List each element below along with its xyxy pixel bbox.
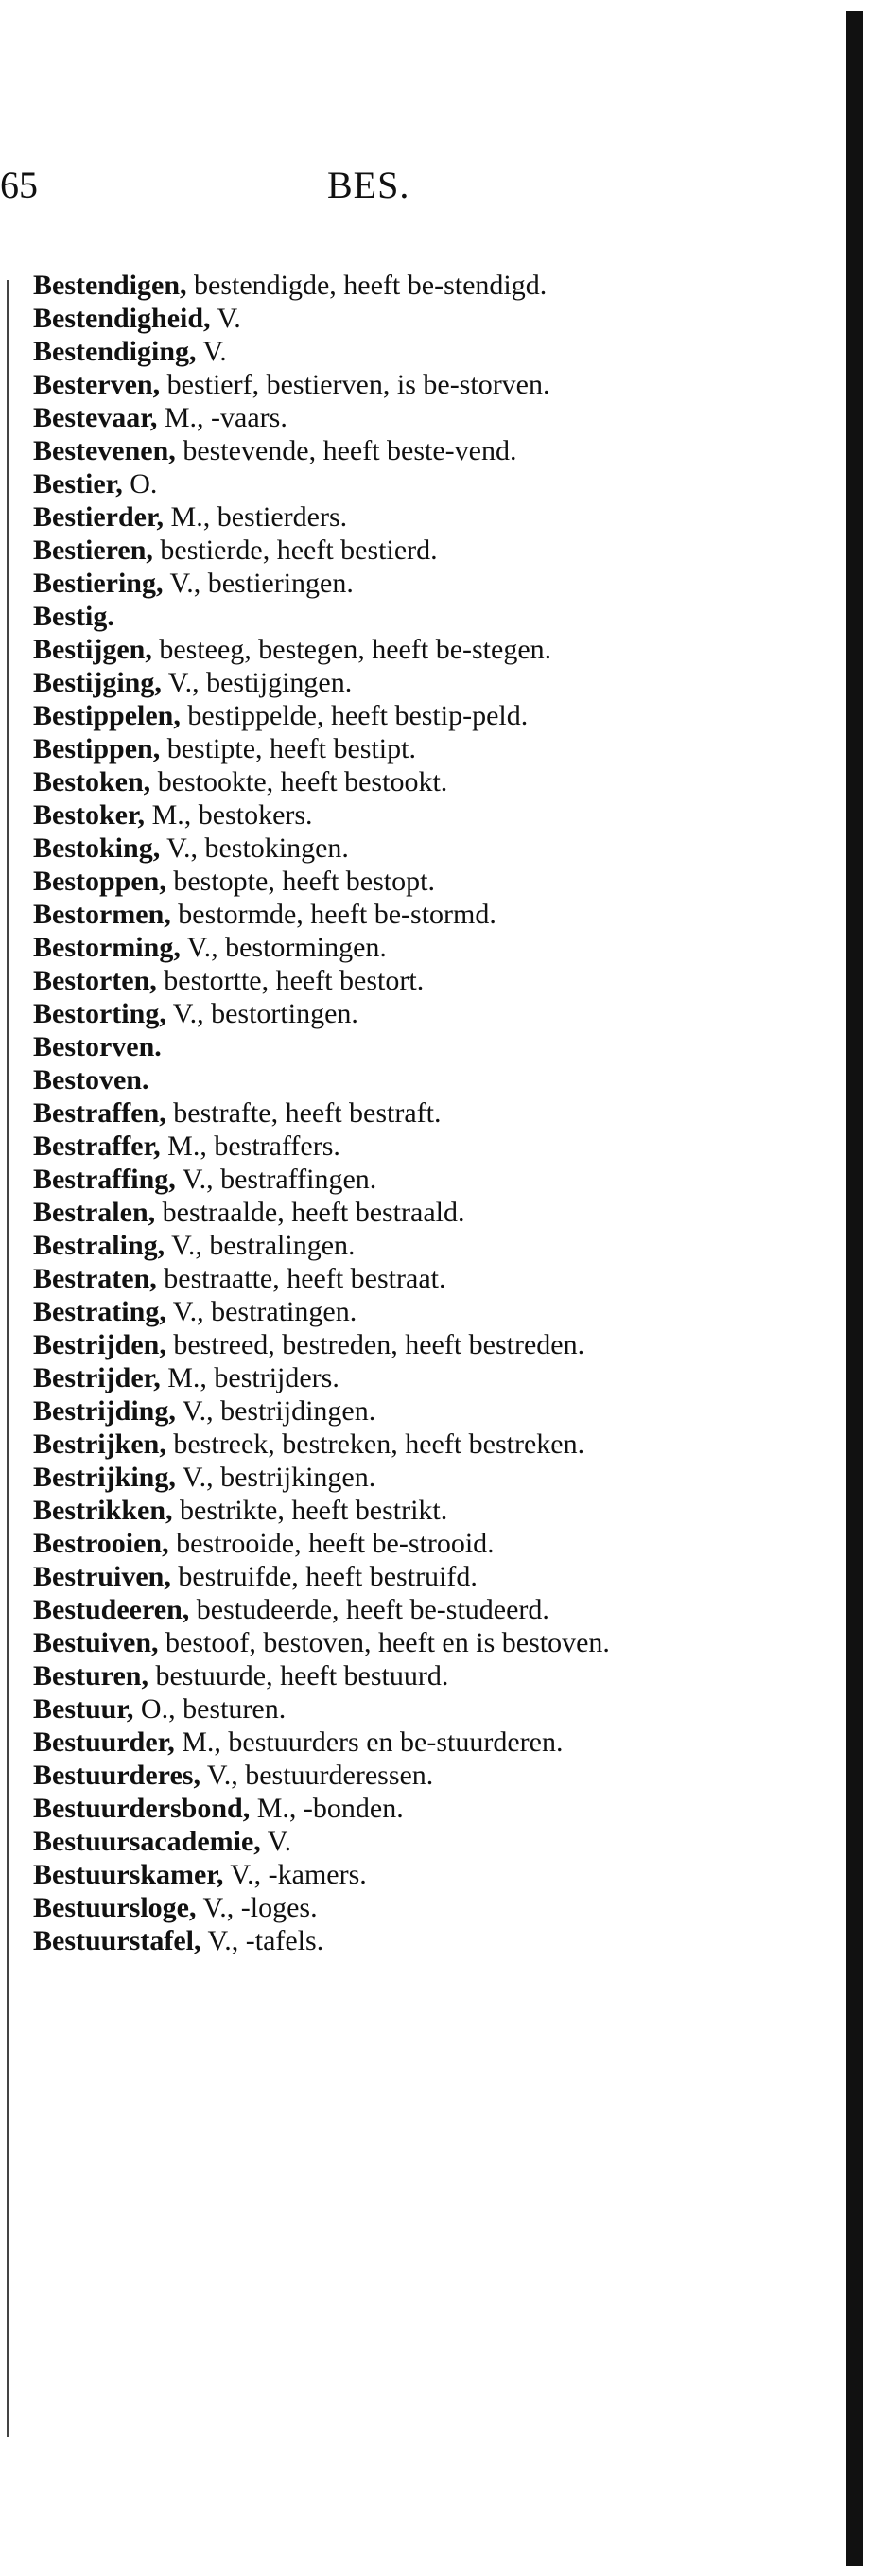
entry-definition: V. (260, 1826, 292, 1857)
entry-definition: bestraalde, heeft bestraald. (155, 1197, 465, 1228)
dictionary-entry (33, 1527, 714, 1560)
entry-headword: Bestijging, (33, 667, 162, 698)
dictionary-entry (33, 1361, 714, 1394)
dictionary-entry (33, 1494, 714, 1527)
dictionary-entry (33, 931, 714, 964)
entry-headword: Bestieren, (33, 534, 153, 566)
dictionary-entry (33, 1163, 714, 1196)
page-number: 65 (0, 164, 38, 206)
dictionary-entry (33, 401, 714, 434)
dictionary-entry (33, 467, 714, 500)
entry-headword: Bestier, (33, 468, 123, 499)
entry-headword: Bestraffer, (33, 1130, 161, 1162)
dictionary-entry (33, 534, 714, 567)
dictionary-entry (33, 1858, 714, 1891)
entry-definition: V., bestrijkingen. (175, 1462, 376, 1493)
entry-definition: bestippelde, heeft bestip-peld. (180, 700, 529, 731)
dictionary-entry (33, 1030, 714, 1063)
entry-headword: Bestuurder, (33, 1726, 175, 1758)
entry-definition: V., bestuurderessen. (200, 1760, 434, 1791)
entry-definition: bestipte, heeft bestipt. (160, 733, 416, 764)
dictionary-entry (33, 368, 714, 401)
entry-definition: M., bestrijders. (160, 1362, 339, 1393)
entry-headword: Besturen, (33, 1660, 148, 1691)
dictionary-entry (33, 633, 714, 666)
dictionary-entry (33, 1924, 714, 1957)
dictionary-entry (33, 997, 714, 1030)
entry-headword: Bestorting, (33, 998, 166, 1029)
column-rule (7, 280, 9, 2437)
entry-headword: Bestrooien, (33, 1528, 169, 1559)
entry-headword: Bestuurstafel, (33, 1925, 201, 1956)
entry-headword: Bestrikken, (33, 1495, 173, 1526)
dictionary-entry (33, 1560, 714, 1593)
dictionary-entry (33, 1394, 714, 1428)
entry-definition: V., -tafels. (200, 1925, 324, 1956)
dictionary-entry (33, 1726, 714, 1759)
entry-definition: bestraatte, heeft bestraat. (156, 1263, 446, 1294)
entry-definition: M., -bonden. (250, 1793, 404, 1824)
dictionary-entry (33, 1130, 714, 1163)
entry-definition: bestookte, heeft bestookt. (150, 766, 448, 797)
entry-headword: Bestendiging, (33, 336, 197, 367)
dictionary-entry (33, 1461, 714, 1494)
dictionary-entry (33, 898, 714, 931)
entry-definition: bestierde, heeft bestierd. (152, 534, 438, 566)
entry-definition: bestrafte, heeft bestraft. (165, 1097, 442, 1129)
dictionary-entry (33, 1891, 714, 1924)
entry-definition: bestreed, bestreden, heeft bestreden. (165, 1329, 585, 1360)
entry-headword: Bestoking, (33, 832, 161, 864)
dictionary-entry (33, 500, 714, 534)
dictionary-entry (33, 1295, 714, 1328)
entry-definition: V., bestralingen. (165, 1230, 356, 1261)
entry-headword: Bestuurderes, (33, 1760, 200, 1791)
entry-definition: V., bestratingen. (165, 1296, 357, 1327)
entry-headword: Bestralen, (33, 1197, 156, 1228)
entry-headword: Bestoppen, (33, 866, 166, 897)
entry-definition: V., bestortingen. (165, 998, 358, 1029)
entry-definition: V. (196, 336, 227, 367)
dictionary-entry (33, 269, 714, 302)
entry-headword: Besterven, (33, 369, 161, 400)
entry-headword: Bestuurdersbond, (33, 1793, 251, 1824)
entry-definition: bestuurde, heeft bestuurd. (148, 1660, 449, 1691)
entry-headword: Bestuiven, (33, 1627, 159, 1658)
entry-definition: bestierf, bestierven, is be-storven. (160, 369, 550, 400)
entry-headword: Bestoker, (33, 799, 146, 831)
dictionary-entry (33, 1096, 714, 1130)
entry-definition: V., bestokingen. (160, 832, 349, 864)
entry-definition: bestevende, heeft beste-vend. (175, 435, 517, 466)
entry-headword: Bestiering, (33, 568, 164, 599)
entry-definition: bestruifde, heeft bestruifd. (170, 1561, 478, 1592)
entry-definition: bestudeerde, heeft be-studeerd. (189, 1594, 549, 1625)
entry-headword: Bestrijden, (33, 1329, 166, 1360)
dictionary-entry (33, 1229, 714, 1262)
dictionary-entry (33, 1692, 714, 1726)
entry-headword: Bestrijding, (33, 1395, 176, 1427)
dictionary-entry (33, 434, 714, 467)
dictionary-entry (33, 567, 714, 600)
page-header: BES. (327, 164, 410, 206)
dictionary-entry (33, 302, 714, 335)
entry-headword: Bestraten, (33, 1263, 157, 1294)
entry-headword: Bestevaar, (33, 402, 158, 433)
entry-definition: bestopte, heeft bestopt. (165, 866, 435, 897)
entry-headword: Bestuursloge, (33, 1892, 197, 1923)
entry-headword: Bestuurskamer, (33, 1859, 224, 1890)
entry-definition: bestormde, heeft be-stormd. (170, 899, 496, 930)
entry-headword: Bestuursacademie, (33, 1826, 261, 1857)
dictionary-entry (33, 335, 714, 368)
dictionary-entries (33, 269, 714, 1957)
entry-headword: Bestraling, (33, 1230, 165, 1261)
entry-headword: Bestendigheid, (33, 303, 211, 334)
dictionary-entry (33, 1626, 714, 1659)
entry-headword: Bestorten, (33, 965, 157, 996)
dictionary-entry (33, 1262, 714, 1295)
entry-headword: Bestruiven, (33, 1561, 171, 1592)
entry-headword: Bestormen, (33, 899, 171, 930)
entry-headword: Bestijgen, (33, 634, 152, 665)
entry-definition: M., -vaars. (157, 402, 287, 433)
entry-definition: M., bestokers. (145, 799, 313, 831)
entry-headword: Bestendigen, (33, 270, 187, 301)
entry-headword: Bestrijken, (33, 1428, 166, 1460)
entry-headword: Bestraffing, (33, 1164, 176, 1195)
entry-headword: Bestippen, (33, 733, 161, 764)
entry-headword: Bestoken, (33, 766, 151, 797)
dictionary-entry (33, 1328, 714, 1361)
dictionary-entry (33, 1759, 714, 1792)
entry-definition: V., bestrijdingen. (175, 1395, 376, 1427)
dictionary-entry (33, 865, 714, 898)
entry-headword: Bestrating, (33, 1296, 166, 1327)
dictionary-entry (33, 732, 714, 765)
dictionary-entry (33, 1593, 714, 1626)
entry-definition: M., bestraffers. (160, 1130, 340, 1162)
dictionary-entry (33, 666, 714, 699)
dictionary-entry (33, 1196, 714, 1229)
dictionary-entry (33, 1825, 714, 1858)
entry-definition: V., bestormingen. (180, 932, 387, 963)
dictionary-entry (33, 798, 714, 832)
entry-definition: V., -kamers. (223, 1859, 367, 1890)
entry-definition: V., bestraffingen. (175, 1164, 377, 1195)
entry-definition: M., bestuurders en be-stuurderen. (174, 1726, 564, 1758)
entry-headword: Bestuur, (33, 1693, 134, 1725)
entry-definition: V., bestieringen. (163, 568, 354, 599)
entry-definition: O. (122, 468, 158, 499)
entry-headword: Bestippelen, (33, 700, 181, 731)
dictionary-entry (33, 1063, 714, 1096)
entry-definition: M., bestierders. (164, 501, 348, 533)
dictionary-entry (33, 964, 714, 997)
entry-headword: Bestorming, (33, 932, 181, 963)
entry-definition: O., besturen. (133, 1693, 287, 1725)
entry-headword: Bestrijking, (33, 1462, 176, 1493)
entry-definition: V., -loges. (196, 1892, 318, 1923)
entry-headword: Bestoven. (33, 1064, 149, 1095)
entry-headword: Bestraffen, (33, 1097, 166, 1129)
entry-definition: bestreek, bestreken, heeft bestreken. (165, 1428, 585, 1460)
entry-definition: V. (210, 303, 241, 334)
dictionary-entry (33, 832, 714, 865)
entry-headword: Bestig. (33, 601, 114, 632)
entry-definition: bestrooide, heeft be-strooid. (168, 1528, 495, 1559)
entry-definition: bestoof, bestoven, heeft en is bestoven. (158, 1627, 610, 1658)
entry-definition: bestortte, heeft bestort. (156, 965, 425, 996)
entry-definition: V., bestijgingen. (161, 667, 353, 698)
entry-definition: besteeg, bestegen, heeft be-stegen. (151, 634, 552, 665)
dictionary-entry (33, 1792, 714, 1825)
entry-headword: Bestorven. (33, 1031, 162, 1062)
entry-definition: bestrikte, heeft bestrikt. (172, 1495, 448, 1526)
entry-definition: bestendigde, heeft be-stendigd. (186, 270, 548, 301)
page-edge-bar (846, 11, 863, 2566)
entry-headword: Bestierder, (33, 501, 165, 533)
dictionary-entry (33, 1428, 714, 1461)
dictionary-entry (33, 765, 714, 798)
dictionary-entry (33, 600, 714, 633)
entry-headword: Bestevenen, (33, 435, 176, 466)
entry-headword: Bestudeeren, (33, 1594, 190, 1625)
dictionary-entry (33, 699, 714, 732)
entry-headword: Bestrijder, (33, 1362, 161, 1393)
dictionary-entry (33, 1659, 714, 1692)
